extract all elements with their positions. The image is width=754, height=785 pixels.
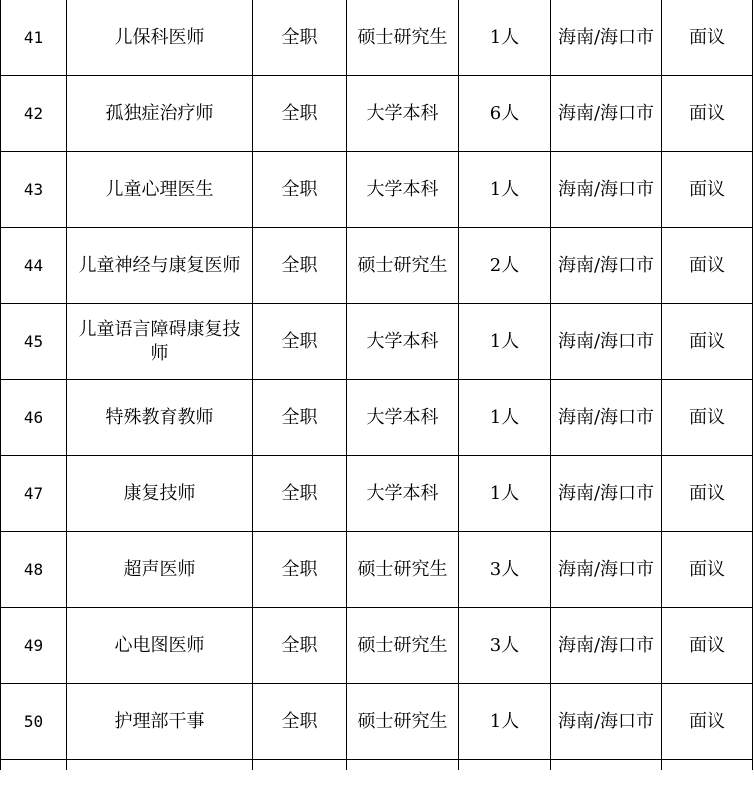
table-row (1, 304, 753, 380)
salary: 面议 (662, 608, 753, 684)
row-number: 45 (1, 304, 67, 380)
headcount: 6人 (459, 76, 551, 152)
position-title: 孤独症治疗师 (67, 76, 253, 152)
employment-type: 全职 (253, 304, 347, 380)
education-requirement: 大学本科 (347, 380, 459, 456)
headcount: 1人 (459, 456, 551, 532)
work-location: 海南/海口市 (551, 456, 662, 532)
position-title: 儿保科医师 (67, 0, 253, 76)
education-requirement: 硕士研究生 (347, 532, 459, 608)
salary: 面议 (662, 152, 753, 228)
education-requirement: 大学本科 (347, 76, 459, 152)
education-requirement: 大学本科 (347, 152, 459, 228)
salary: 面议 (662, 304, 753, 380)
position-title: 超声医师 (67, 532, 253, 608)
salary: 面议 (662, 0, 753, 76)
table-row (1, 684, 753, 760)
work-location: 海南/海口市 (551, 380, 662, 456)
row-number: 48 (1, 532, 67, 608)
education-requirement: 大学本科 (347, 304, 459, 380)
education-requirement: 硕士研究生 (347, 0, 459, 76)
employment-type: 全职 (253, 684, 347, 760)
salary: 面议 (662, 76, 753, 152)
work-location: 海南/海口市 (551, 532, 662, 608)
position-title: 护理部干事 (67, 684, 253, 760)
row-number: 42 (1, 76, 67, 152)
salary: 面议 (662, 456, 753, 532)
education-requirement: 硕士研究生 (347, 228, 459, 304)
employment-type: 全职 (253, 0, 347, 76)
table-row (1, 456, 753, 532)
salary: 面议 (662, 684, 753, 760)
headcount: 3人 (459, 532, 551, 608)
employment-type: 全职 (253, 228, 347, 304)
salary: 面议 (662, 228, 753, 304)
education-requirement: 大学本科 (347, 456, 459, 532)
employment-type: 全职 (253, 76, 347, 152)
table-row (1, 0, 753, 76)
position-title: 心电图医师 (67, 608, 253, 684)
position-title: 儿童心理医生 (67, 152, 253, 228)
row-number: 47 (1, 456, 67, 532)
row-number: 43 (1, 152, 67, 228)
headcount: 1人 (459, 304, 551, 380)
headcount: 1人 (459, 684, 551, 760)
work-location: 海南/海口市 (551, 608, 662, 684)
table-row (1, 532, 753, 608)
table-row-partial (1, 760, 753, 770)
employment-type: 全职 (253, 152, 347, 228)
row-number: 44 (1, 228, 67, 304)
headcount: 1人 (459, 380, 551, 456)
row-number: 41 (1, 0, 67, 76)
table-row (1, 76, 753, 152)
headcount: 2人 (459, 228, 551, 304)
education-requirement: 硕士研究生 (347, 608, 459, 684)
position-title: 儿童语言障碍康复技师 (67, 304, 253, 380)
row-number: 46 (1, 380, 67, 456)
work-location: 海南/海口市 (551, 152, 662, 228)
headcount: 1人 (459, 0, 551, 76)
table-row (1, 152, 753, 228)
work-location: 海南/海口市 (551, 228, 662, 304)
education-requirement: 硕士研究生 (347, 684, 459, 760)
headcount: 1人 (459, 152, 551, 228)
headcount: 3人 (459, 608, 551, 684)
table-row (1, 380, 753, 456)
work-location: 海南/海口市 (551, 304, 662, 380)
position-title: 儿童神经与康复医师 (67, 228, 253, 304)
table-row (1, 608, 753, 684)
row-number: 50 (1, 684, 67, 760)
employment-type: 全职 (253, 456, 347, 532)
salary: 面议 (662, 532, 753, 608)
work-location: 海南/海口市 (551, 0, 662, 76)
table-row (1, 228, 753, 304)
position-title: 特殊教育教师 (67, 380, 253, 456)
table-body (1, 0, 753, 770)
employment-type: 全职 (253, 532, 347, 608)
work-location: 海南/海口市 (551, 76, 662, 152)
work-location: 海南/海口市 (551, 684, 662, 760)
position-title: 康复技师 (67, 456, 253, 532)
row-number: 49 (1, 608, 67, 684)
employment-type: 全职 (253, 380, 347, 456)
salary: 面议 (662, 380, 753, 456)
employment-type: 全职 (253, 608, 347, 684)
